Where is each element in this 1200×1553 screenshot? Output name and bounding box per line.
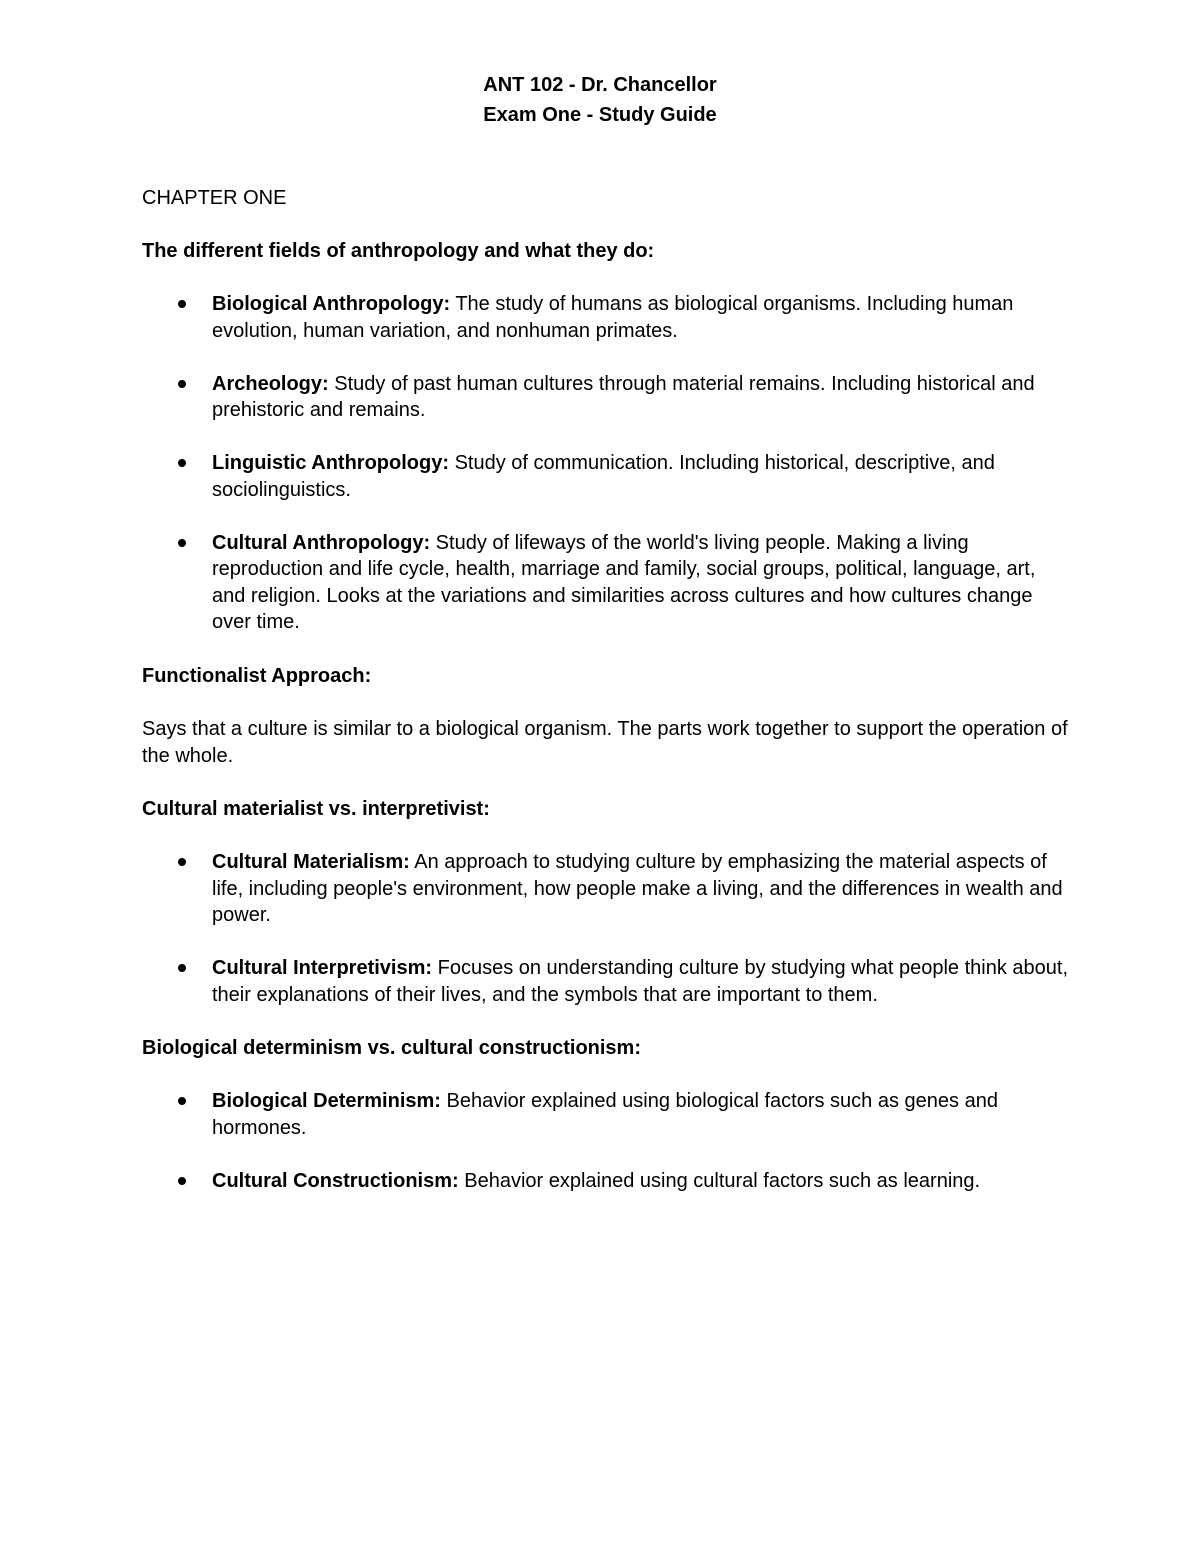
fields-heading: The different fields of anthropology and what they do: [142, 240, 655, 262]
list-item [142, 291, 1072, 344]
definition-term: Archeology: [212, 372, 329, 395]
functionalist-paragraph: Says that a culture is similar to a biological organism. The parts work together to support the operation of the whole. [142, 718, 1068, 767]
definition-text: Study of past human cultures through material remains. Including historical and prehistoric and remains. [212, 372, 1035, 421]
list-item [142, 955, 1072, 1008]
list-item [142, 849, 1072, 929]
chapter-heading: CHAPTER ONE [142, 187, 287, 209]
definition-term: Cultural Constructionism: [212, 1169, 459, 1192]
definition-term: Biological Anthropology: [212, 293, 451, 315]
list-item [142, 450, 1072, 503]
definition-term: Cultural Materialism: [212, 851, 410, 873]
materialist-heading: Cultural materialist vs. interpretivist: [142, 798, 490, 820]
functionalist-heading: Functionalist Approach: [142, 664, 372, 687]
determinism-heading: Biological determinism vs. cultural constructionism: [142, 1037, 641, 1059]
determinism-list [142, 1088, 1072, 1194]
bullet-icon [178, 539, 186, 547]
materialist-list [142, 849, 1072, 1008]
course-title: ANT 102 - Dr. Chancellor [483, 74, 717, 96]
bullet-icon [178, 1177, 186, 1185]
definition-text: Focuses on understanding culture by studying what people think about, their explanations of their lives, and the symbols that are important to them. [212, 957, 1069, 1006]
bullet-icon [178, 380, 186, 388]
document-page [142, 70, 1072, 1194]
guide-title: Exam One - Study Guide [483, 104, 717, 126]
fields-list [142, 291, 1072, 636]
bullet-icon [178, 300, 186, 308]
definition-text: Behavior explained using biological factors such as genes and hormones. [212, 1090, 998, 1139]
document-header [0, 70, 1200, 130]
list-item [142, 1088, 1072, 1141]
definition-text: The study of humans as biological organisms. Including human evolution, human variation, and nonhuman primates. [212, 293, 1014, 342]
list-item [142, 1168, 1072, 1195]
definition-term: Linguistic Anthropology: [212, 452, 450, 474]
bullet-icon [178, 1097, 186, 1105]
bullet-icon [178, 459, 186, 467]
definition-term: Cultural Anthropology: [212, 531, 431, 554]
definition-text: Study of communication. Including historical, descriptive, and sociolinguistics. [212, 452, 995, 501]
bullet-icon [178, 964, 186, 972]
definition-text: Study of lifeways of the world's living people. Making a living reproduction and life cycle, health, marriage and family, social groups, political, language, art, and religion. Looks at the variations and similarities across cultures and how cultures change over time. [212, 531, 1036, 633]
definition-text: An approach to studying culture by emphasizing the material aspects of life, including people's environment, how people make a living, and the differences in wealth and power. [212, 851, 1063, 926]
definition-term: Biological Determinism: [212, 1090, 441, 1112]
bullet-icon [178, 858, 186, 866]
list-item [142, 371, 1072, 424]
definition-term: Cultural Interpretivism: [212, 957, 433, 979]
list-item [142, 530, 1072, 636]
definition-text: Behavior explained using cultural factors such as learning. [458, 1169, 981, 1192]
